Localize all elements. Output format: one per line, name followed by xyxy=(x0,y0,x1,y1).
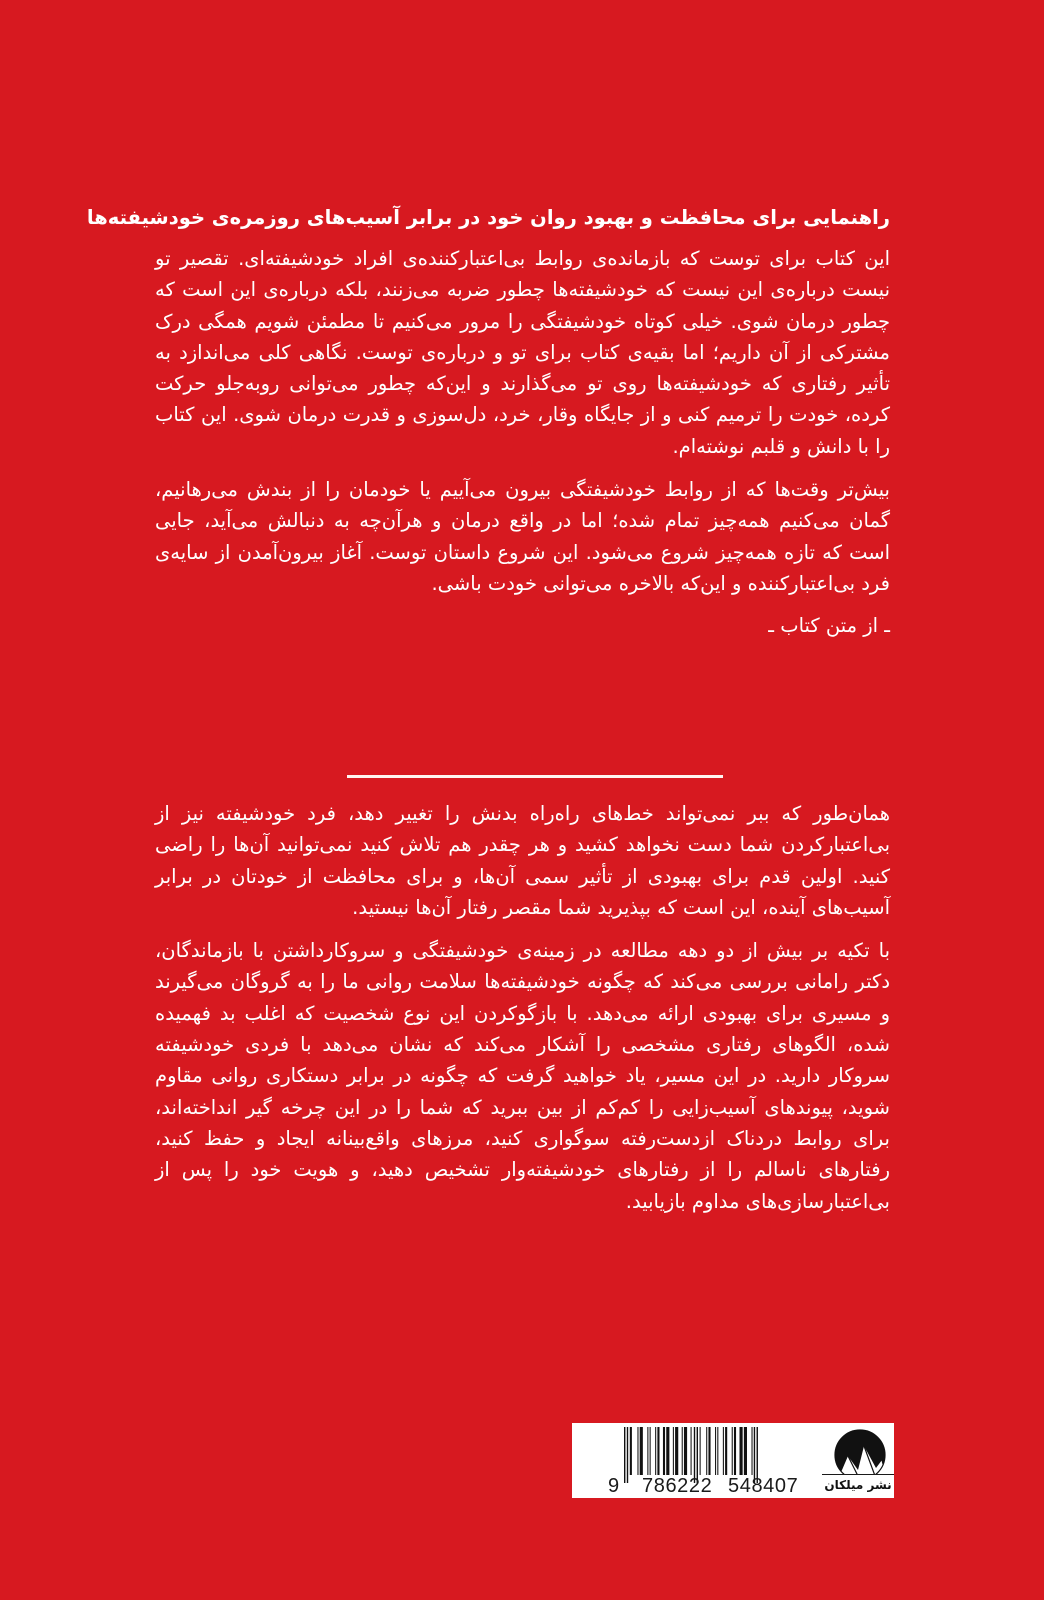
blurb-bottom-section xyxy=(155,798,890,1229)
blurb-paragraph: این کتاب برای توست که بازمانده‌ی روابط بی‌اعتبارکننده‌ی افراد خودشیفته‌ای. تقصیر تو نیست درباره‌ی این نیست که خودشیفته‌ها چطور ضربه می‌زنند، بلکه درباره‌ی این است که چطور درمان شوی. خیلی کوتاه خودشیفتگی را مرور می‌کنیم تا مطمئن شویم همگی درک مشترکی از آن داریم؛ اما بقیه‌ی کتاب برای تو و درباره‌ی توست. نگاهی کلی می‌اندازد به تأثیر رفتاری که خودشیفته‌ها روی تو می‌گذارند و این‌که چطور می‌توانی روبه‌جلو حرکت کرده، خودت را ترمیم کنی و از جایگاه وقار، خرد، دل‌سوزی و قدرت درمان شوی. این کتاب را با دانش و قلبم نوشته‌ام. xyxy=(155,247,890,458)
barcode-bar xyxy=(655,1427,656,1475)
barcode-bar xyxy=(740,1427,743,1475)
quote-attribution: ـ از متن کتاب ـ xyxy=(768,614,890,638)
subtitle-heading: راهنمایی برای محافظت و بهبود روان خود در برابر آسیب‌های روزمره‌ی خودشیفته‌ها xyxy=(86,206,890,229)
description-paragraph: با تکیه بر بیش از دو دهه مطالعه در زمینه‌ی خودشیفتگی و سروکارداشتن با بازماندگان، دکتر رامانی بررسی می‌کند که چگونه خودشیفته‌ها سلامت روانی ما را به گروگان می‌گیرند و مسیری برای بهبودی ارائه می‌دهد. با بازگوکردن این نوع شخصیت که اغلب بد فهمیده شده، الگوهای رفتاری مشخصی را آشکار می‌کند که نشان می‌دهد با فردی خودشیفته سروکار دارید. در این مسیر، یاد خواهید گرفت که چگونه در برابر دستکاری روانی مقاوم شوید، پیوندهای آسیب‌زایی را کم‌کم از بین ببرید که شما را در این چرخه گیر انداخته‌اند، برای روابط دردناک ازدست‌رفته سوگواری کنید، مرزهای واقع‌بینانه ایجاد و حفظ کنید، رفتارهای ناسالم را از رفتارهای خودشیفته‌وار تشخیص دهید، و هویت خود را پس از بی‌اعتبارسازی‌های مداوم بازیابید. xyxy=(155,939,890,1213)
publisher-name: نشر میلکان xyxy=(822,1474,894,1495)
isbn-lead-digit: 9 xyxy=(608,1475,620,1497)
barcode-bar xyxy=(717,1427,718,1475)
isbn-group-2: 548407 xyxy=(728,1475,799,1497)
barcode-bar xyxy=(675,1427,678,1475)
blurb-top-section xyxy=(86,203,890,641)
barcode-bar xyxy=(630,1427,632,1475)
barcode-bar xyxy=(744,1427,747,1475)
barcode-bar xyxy=(752,1427,753,1475)
barcode-bar xyxy=(657,1427,659,1475)
barcode-bar xyxy=(650,1427,651,1475)
barcode-bar xyxy=(691,1427,692,1475)
description-paragraph: همان‌طور که ببر نمی‌تواند خط‌های راه‌راه بدنش را تغییر دهد، فرد خودشیفته نیز از بی‌اعتبارکردن شما دست نخواهد کشید و هر چقدر هم تلاش کنید نمی‌توانید آن‌ها را راضی کنید. اولین قدم برای بهبودی از تأثیر سمی آن‌ها، و برای محافظت از خودتان در برابر آسیب‌های آینده، این است که بپذیرید شما مقصر رفتار آن‌ها نیستید. xyxy=(155,802,890,919)
isbn-digits xyxy=(606,1475,826,1497)
barcode-bar xyxy=(732,1427,733,1475)
barcode-bar xyxy=(708,1427,710,1475)
barcode-bar xyxy=(637,1427,638,1475)
barcode-bar xyxy=(640,1427,643,1475)
barcode-bar xyxy=(725,1427,727,1475)
barcode-bar xyxy=(663,1427,665,1475)
blurb-paragraph: بیش‌تر وقت‌ها که از روابط خودشیفتگی بیرون می‌آییم یا خودمان را از بندش می‌رهانیم، گمان می‌کنیم همه‌چیز تمام شده؛ اما در واقع درمان و هرآن‌چه به دنبالش می‌آید، جایی است که تازه همه‌چیز شروع می‌شود. این شروع داستان توست. آغاز بیرون‌آمدن از سایه‌ی فرد بی‌اعتبارکننده و این‌که بالاخره می‌توانی خودت باشی. xyxy=(155,478,890,595)
barcode-bar xyxy=(723,1427,724,1475)
section-divider xyxy=(347,775,723,778)
barcode-bar xyxy=(706,1427,707,1475)
barcode-bar xyxy=(684,1427,687,1475)
barcode-bar xyxy=(647,1427,648,1475)
barcode-bar xyxy=(734,1427,736,1475)
barcode-bar xyxy=(682,1427,683,1475)
barcode-bar xyxy=(715,1427,716,1475)
isbn-group-1: 786222 xyxy=(642,1475,713,1497)
barcode-bar xyxy=(666,1427,669,1475)
barcode-bar xyxy=(700,1427,701,1475)
barcode-publisher-box xyxy=(572,1423,894,1498)
barcode-bar xyxy=(673,1427,674,1475)
